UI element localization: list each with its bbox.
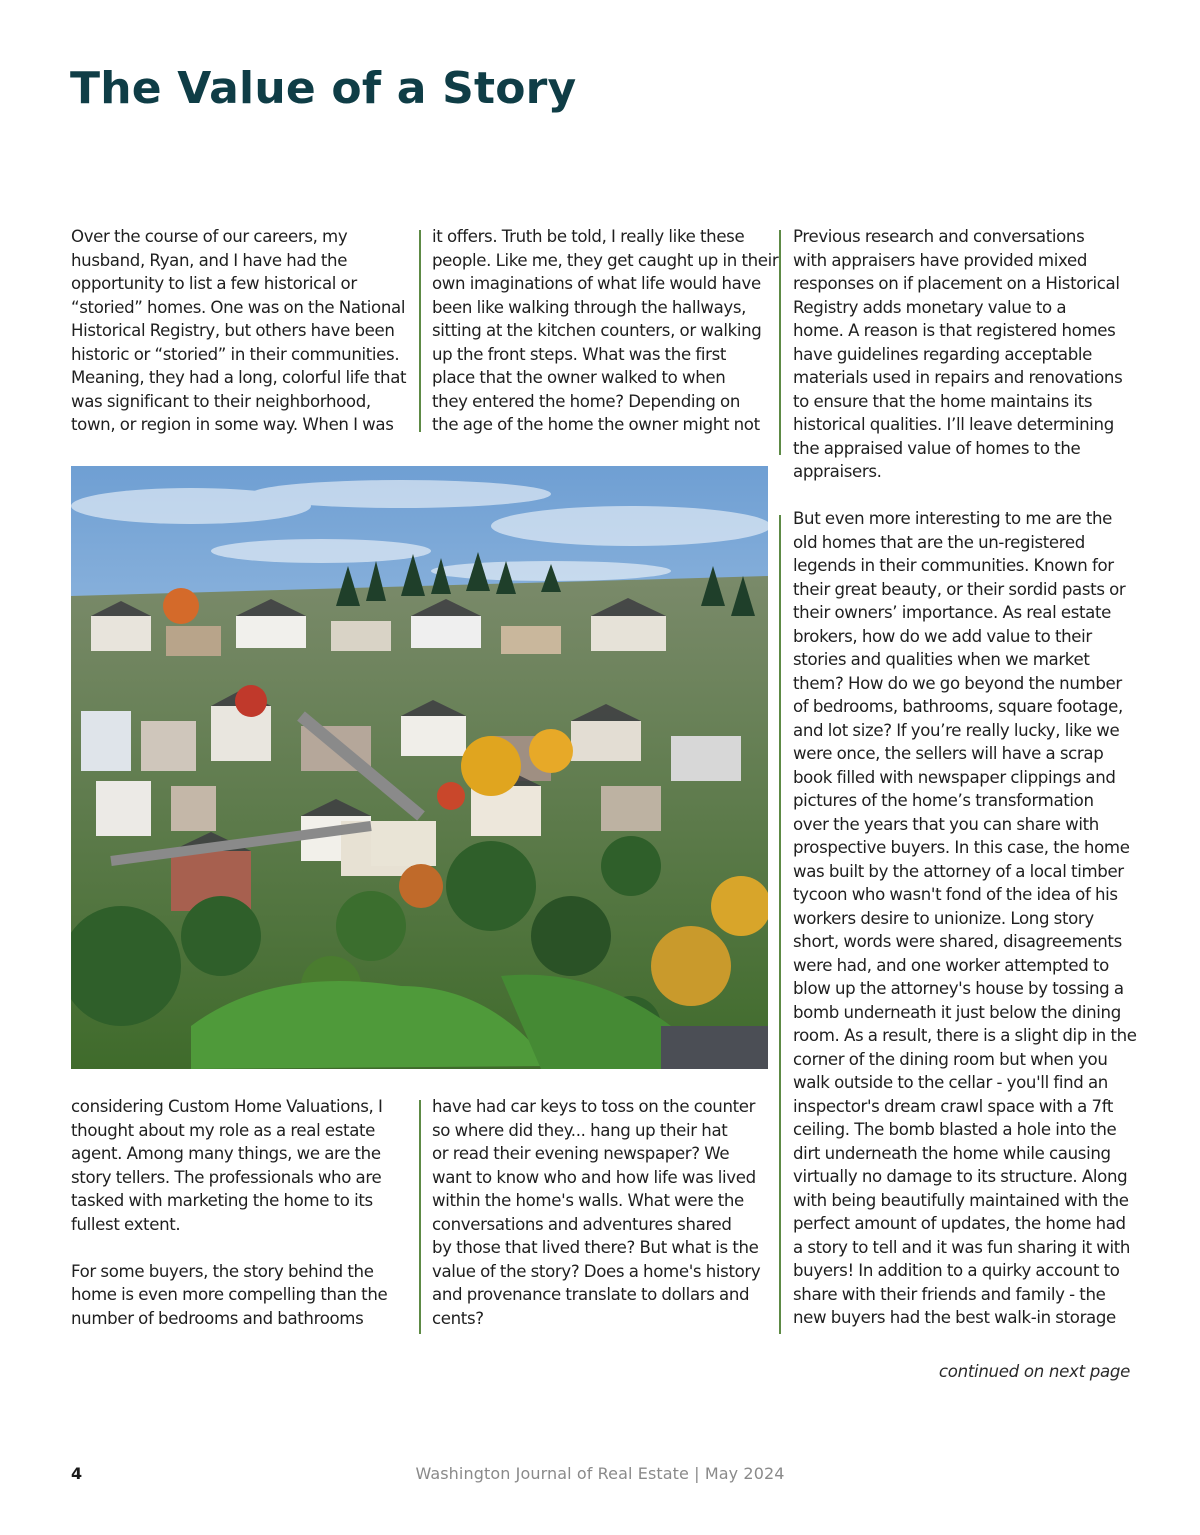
text-line: town, or region in some way. When I was <box>71 415 394 434</box>
column-divider <box>779 230 781 455</box>
text-line: have had car keys to toss on the counter <box>432 1097 756 1116</box>
text-line: book filled with newspaper clippings and <box>793 767 1116 787</box>
text-line: so where did they... hang up their hat <box>432 1120 728 1140</box>
text-line: historic or “storied” in their communities. <box>71 344 400 364</box>
text-line: by those that lived there? But what is the <box>432 1238 759 1257</box>
text-line: they entered the home? Depending on <box>432 391 741 411</box>
text-line: been like walking through the hallways, <box>432 297 747 317</box>
text-line: them? How do we go beyond the number <box>793 673 1122 693</box>
text-line: perfect amount of updates, the home had <box>793 1214 1126 1233</box>
text-line: over the years that you can share with <box>793 814 1099 834</box>
text-line: old homes that are the un-registered <box>793 532 1085 552</box>
text-line: fullest extent. <box>71 1214 181 1234</box>
text-line: dirt underneath the home while causing <box>793 1143 1111 1163</box>
text-line: Previous research and conversations <box>793 227 1085 246</box>
dock <box>661 1026 768 1069</box>
text-line <box>793 484 1133 508</box>
text-line: historical qualities. I’ll leave determining <box>793 415 1114 434</box>
text-line: people. Like me, they get caught up in their <box>432 250 779 270</box>
text-line: new buyers had the best walk-in storage <box>793 1308 1116 1327</box>
text-line: short, words were shared, disagreements <box>793 932 1122 951</box>
continued-note: continued on next page <box>938 1362 1130 1381</box>
text-line: place that the owner walked to when <box>432 368 726 387</box>
text-line: and provenance translate to dollars and <box>432 1285 750 1304</box>
column-3 <box>793 225 1137 1330</box>
text-line: own imaginations of what life would have <box>432 274 761 293</box>
text-line: number of bedrooms and bathrooms <box>71 1308 364 1328</box>
text-line: inspector's dream crawl space with a 7ft <box>793 1096 1114 1116</box>
column-1-top <box>71 225 411 437</box>
text-line: was built by the attorney of a local timber <box>793 861 1124 881</box>
text-line: prospective buyers. In this case, the home <box>793 838 1130 857</box>
text-line: the appraised value of homes to the <box>793 438 1081 458</box>
text-line: and lot size? If you’re really lucky, like we <box>793 720 1120 740</box>
text-line: legends in their communities. Known for <box>793 556 1114 575</box>
text-line: stories and qualities when we market <box>793 650 1090 669</box>
text-line: husband, Ryan, and I have had the <box>71 250 348 270</box>
text-line: materials used in repairs and renovations <box>793 368 1123 387</box>
text-line: home. A reason is that registered homes <box>793 321 1116 340</box>
text-line: with appraisers have provided mixed <box>793 250 1088 270</box>
text-line: Registry adds monetary value to a <box>793 297 1067 317</box>
text-line: ceiling. The bomb blasted a hole into the <box>793 1120 1117 1139</box>
text-line: Historical Registry, but others have been <box>71 321 395 340</box>
text-line: bomb underneath it just below the dining <box>793 1002 1121 1022</box>
text-line: pictures of the home’s transformation <box>793 791 1094 810</box>
text-line: But even more interesting to me are the <box>793 509 1113 528</box>
text-line: buyers! In addition to a quirky account to <box>793 1261 1120 1280</box>
publication-footer: Washington Journal of Real Estate | May 2024 <box>415 1464 785 1483</box>
column-divider <box>779 515 781 1334</box>
text-line: a story to tell and it was fun sharing it with <box>793 1237 1131 1257</box>
column-divider <box>419 1100 421 1334</box>
text-line: to ensure that the home maintains its <box>793 391 1093 411</box>
text-line: walk outside to the cellar - you'll find an <box>793 1073 1108 1092</box>
text-line: “storied” homes. One was on the National <box>71 297 406 317</box>
text-line: or read their evening newspaper? We <box>432 1144 730 1163</box>
text-line: workers desire to unionize. Long story <box>793 908 1094 928</box>
text-line: blow up the attorney's house by tossing a <box>793 979 1124 998</box>
column-1-bottom <box>71 1095 411 1330</box>
text-line <box>71 1236 411 1260</box>
text-line: For some buyers, the story behind the <box>71 1261 374 1281</box>
text-line: responses on if placement on a Historical <box>793 274 1120 293</box>
text-line: their great beauty, or their sordid pasts or <box>793 579 1126 599</box>
text-line: tasked with marketing the home to its <box>71 1191 373 1210</box>
text-line: thought about my role as a real estate <box>71 1120 376 1140</box>
column-divider <box>419 230 421 432</box>
column-2-top <box>432 225 779 437</box>
text-line: story tellers. The professionals who are <box>71 1167 382 1187</box>
text-line: with being beautifully maintained with the <box>793 1190 1129 1210</box>
text-line: up the front steps. What was the first <box>432 344 727 364</box>
text-line: was significant to their neighborhood, <box>71 391 371 411</box>
text-line: were once, the sellers will have a scrap <box>793 744 1104 763</box>
text-line: within the home's walls. What were the <box>432 1191 744 1210</box>
text-line: share with their friends and family - the <box>793 1284 1106 1304</box>
text-line: agent. Among many things, we are the <box>71 1144 381 1163</box>
text-line: Meaning, they had a long, colorful life that <box>71 368 407 387</box>
text-line: brokers, how do we add value to their <box>793 626 1092 646</box>
text-line: were had, and one worker attempted to <box>793 955 1109 975</box>
text-line: virtually no damage to its structure. Along <box>793 1167 1128 1186</box>
page-number: 4 <box>71 1464 83 1483</box>
text-line: conversations and adventures shared <box>432 1214 732 1234</box>
text-line: corner of the dining room but when you <box>793 1049 1108 1069</box>
article-title: The Value of a Story <box>70 63 577 114</box>
text-line: opportunity to list a few historical or <box>71 274 357 293</box>
text-line: want to know who and how life was lived <box>432 1167 756 1187</box>
text-line: appraisers. <box>793 462 882 481</box>
text-line: it offers. Truth be told, I really like these <box>432 227 745 246</box>
column-2-bottom <box>432 1095 772 1330</box>
aerial-neighborhood-photo <box>71 466 768 1069</box>
text-line: tycoon who wasn't fond of the idea of his <box>793 885 1118 904</box>
text-line: their owners’ importance. As real estate <box>793 603 1111 622</box>
text-line: cents? <box>432 1308 484 1328</box>
text-line: of bedrooms, bathrooms, square footage, <box>793 697 1123 716</box>
text-line: the age of the home the owner might not <box>432 415 760 434</box>
text-line: value of the story? Does a home's history <box>432 1261 761 1281</box>
text-line: room. As a result, there is a slight dip in the <box>793 1026 1137 1045</box>
text-line: have guidelines regarding acceptable <box>793 344 1093 364</box>
text-line: home is even more compelling than the <box>71 1285 388 1304</box>
text-line: considering Custom Home Valuations, I <box>71 1097 383 1116</box>
text-line: sitting at the kitchen counters, or walking <box>432 321 762 340</box>
text-line: Over the course of our careers, my <box>71 227 348 246</box>
